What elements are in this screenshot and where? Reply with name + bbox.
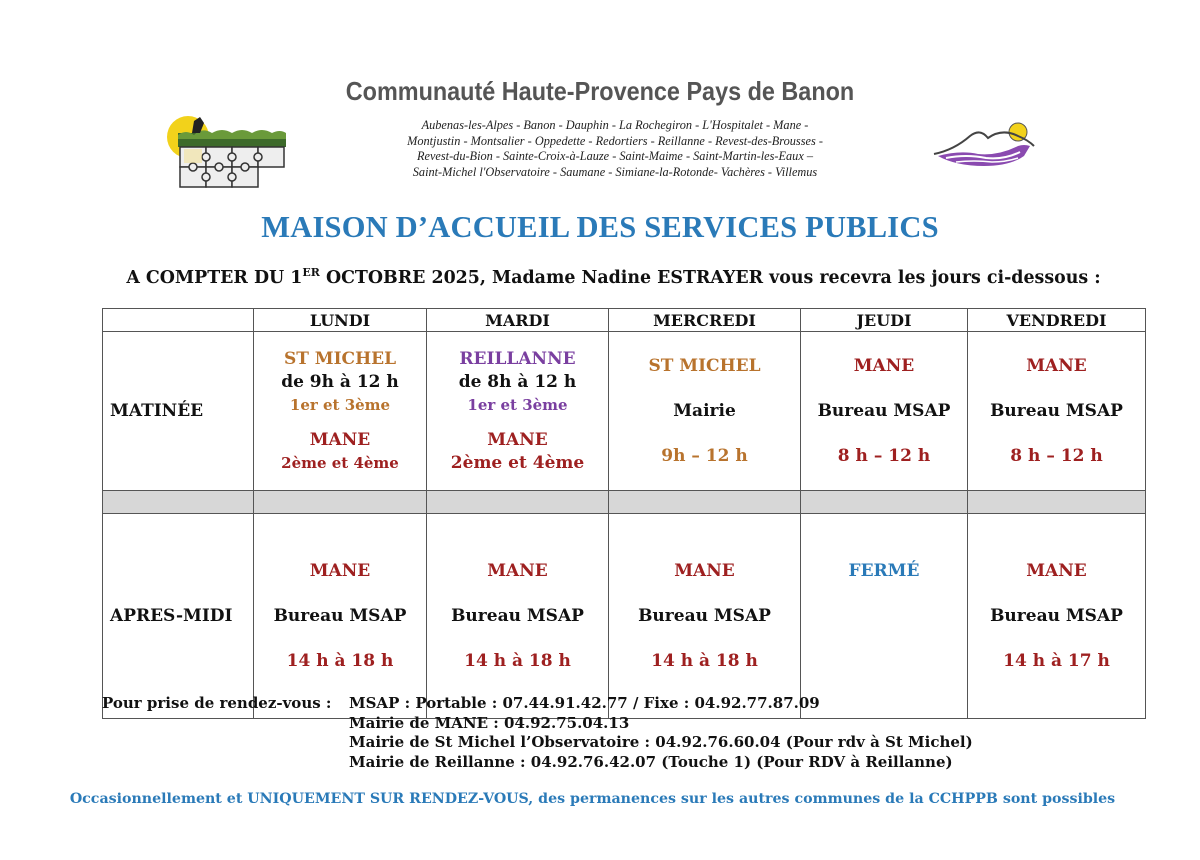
header-empty-cell (103, 309, 254, 332)
cell-tuesday-afternoon (427, 514, 609, 719)
separator-cell (103, 491, 254, 514)
place-label: MANE (309, 560, 371, 581)
contact-block (102, 694, 973, 772)
contact-label: Pour prise de rendez-vous : (102, 694, 332, 712)
place-label: MANE (674, 560, 735, 581)
contact-line-st-michel: Mairie de St Michel l’Observatoire : 04.92.76.60.04 (Pour rdv à St Michel) (349, 733, 973, 751)
hours-label: 8 h – 12 h (1010, 445, 1103, 466)
separator-cell (609, 491, 801, 514)
weeks-label: 2ème et 4ème (281, 453, 399, 472)
schedule-table (102, 308, 1146, 719)
communes-line: Revest-du-Bion - Sainte-Croix-à-Lauze - Saint-Maime - Saint-Martin-les-Eaux – (416, 149, 814, 163)
day-header-tuesday: MARDI (427, 309, 609, 332)
morning-row (103, 332, 1146, 491)
subtitle-start: A COMPTER DU 1 (126, 267, 303, 288)
place-label: MANE (1026, 355, 1087, 376)
closed-label: FERMÉ (848, 561, 920, 581)
weeks-label: 1er et 3ème (289, 395, 391, 414)
place-label: MANE (853, 355, 915, 376)
subtitle-superscript: ER (302, 266, 320, 279)
cell-tuesday-morning (427, 332, 609, 491)
separator-cell (968, 491, 1146, 514)
page-title: MAISON D’ACCUEIL DES SERVICES PUBLICS (261, 210, 939, 244)
contact-line-msap: MSAP : Portable : 07.44.91.42.77 / Fixe : 04.92.77.87.09 (349, 694, 820, 712)
hours-label: de 9h à 12 h (281, 371, 399, 392)
cell-wednesday-afternoon (609, 514, 801, 719)
cell-monday-afternoon (254, 514, 427, 719)
cell-friday-afternoon (968, 514, 1146, 719)
cell-wednesday-morning (609, 332, 801, 491)
office-label: Bureau MSAP (638, 605, 771, 626)
communes-line: Aubenas-les-Alpes - Banon - Dauphin - La Rochegiron - L'Hospitalet - Mane - (421, 118, 809, 132)
weeks-label: 1er et 3ème (467, 395, 568, 414)
afternoon-row (103, 514, 1146, 719)
day-header-thursday: JEUDI (801, 309, 968, 332)
communes-line: Montjustin - Montsalier - Oppedette - Redortiers - Reillanne - Revest-des-Brousses - (407, 133, 823, 148)
hours-label: 14 h à 18 h (651, 650, 758, 671)
row-label-afternoon: APRES-MIDI (103, 514, 254, 719)
day-header-monday: LUNDI (254, 309, 427, 332)
separator-row (103, 491, 1146, 514)
hours-label: 14 h à 18 h (286, 650, 394, 671)
place-label: MANE (487, 429, 548, 450)
place-label: REILLANNE (459, 348, 576, 369)
office-label: Bureau MSAP (990, 400, 1123, 421)
day-header-friday: VENDREDI (968, 309, 1146, 332)
puzzle-logo-icon (164, 113, 290, 189)
subtitle-end: OCTOBRE 2025, Madame Nadine ESTRAYER vous recevra les jours ci-dessous : (319, 267, 1101, 288)
communes-list (365, 118, 865, 180)
hours-label: 14 h à 18 h (464, 650, 571, 671)
office-label: Bureau MSAP (817, 400, 951, 421)
hills-logo-icon (930, 120, 1040, 170)
place-label: MANE (487, 560, 548, 581)
weeks-label: 2ème et 4ème (450, 452, 585, 473)
office-label: Bureau MSAP (990, 605, 1123, 626)
day-header-wednesday: MERCREDI (609, 309, 801, 332)
day-header-row (103, 309, 1146, 332)
place-label: ST MICHEL (648, 355, 761, 376)
contact-line-mane: Mairie de MANE : 04.92.75.04.13 (349, 713, 630, 732)
row-label-morning: MATINÉE (103, 332, 254, 491)
separator-cell (801, 491, 968, 514)
office-label: Bureau MSAP (451, 605, 584, 626)
separator-cell (427, 491, 609, 514)
hours-label: 14 h à 17 h (1003, 650, 1110, 671)
cell-thursday-afternoon (801, 514, 968, 719)
hours-label: 8 h – 12 h (837, 445, 931, 466)
communes-line: Saint-Michel l'Observatoire - Saumane - Simiane-la-Rotonde- Vachères - Villemus (412, 164, 818, 179)
footnote: Occasionnellement et UNIQUEMENT SUR RENDEZ-VOUS, des permanences sur les autres communes de la CCHPPB sont possibles (69, 791, 1116, 807)
office-label: Bureau MSAP (273, 605, 407, 626)
contact-line-reillanne: Mairie de Reillanne : 04.92.76.42.07 (Touche 1) (Pour RDV à Reillanne) (349, 752, 953, 771)
org-title: Communauté Haute-Provence Pays de Banon (345, 76, 855, 106)
place-label: MANE (1026, 560, 1087, 581)
office-label: Mairie (673, 400, 736, 421)
cell-friday-morning (968, 332, 1146, 491)
place-label: MANE (309, 429, 371, 450)
place-label: ST MICHEL (283, 348, 397, 369)
cell-monday-morning (254, 332, 427, 491)
cell-thursday-morning (801, 332, 968, 491)
hours-label: de 8h à 12 h (458, 371, 577, 392)
hours-label: 9h – 12 h (661, 445, 748, 466)
subtitle (0, 266, 1200, 288)
separator-cell (254, 491, 427, 514)
